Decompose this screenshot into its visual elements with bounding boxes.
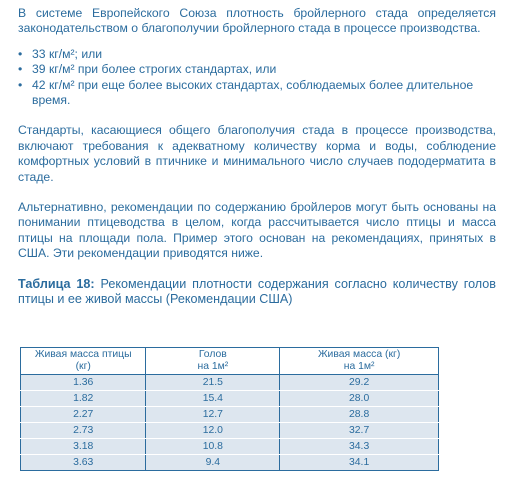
table-cell: 12.0 [146,423,280,439]
table-cell: 3.63 [21,455,146,471]
header-line: на 1м² [343,361,375,372]
bullet-icon: • [18,77,23,92]
table-cell: 34.1 [280,455,439,471]
table-row [21,439,439,455]
table-row [21,423,439,439]
table-row [21,375,439,391]
table-cell: 21.5 [146,375,280,391]
stocking-density-table [20,347,439,471]
table-cell: 2.73 [21,423,146,439]
table-cell: 1.36 [21,375,146,391]
table-cell: 9.4 [146,455,280,471]
table-cell: 32.7 [280,423,439,439]
header-line: Голов [198,349,227,360]
table-cell: 29.2 [280,375,439,391]
table-row [21,407,439,423]
list-item-text: 42 кг/м² при еще более высоких стандартах, соблюдаемых более длительное время. [32,77,474,108]
header-line: на 1м² [197,361,229,372]
table-cell: 15.4 [146,391,280,407]
header-live-weight [21,348,146,375]
list-item [18,78,496,109]
table-cell: 28.0 [280,391,439,407]
header-line: Живая масса птицы [34,349,132,360]
table-caption [18,277,496,308]
header-line: Живая масса (кг) [317,349,401,360]
list-item [18,47,496,62]
bullet-icon: • [18,62,23,77]
table-cell: 10.8 [146,439,280,455]
density-list [18,47,496,109]
table-cell: 12.7 [146,407,280,423]
table-cell: 2.27 [21,407,146,423]
header-weight-per-m2 [280,348,439,375]
document-body [18,6,496,308]
list-item [18,62,496,77]
standards-paragraph: Стандарты, касающиеся общего благополучия стада в процессе производства, включают требования к адекватному количеству корма и воды, соблюдение комфортных условий в птичнике и минимального число случаев пододерматита в стаде. [18,123,496,184]
alternative-paragraph: Альтернативно, рекомендации по содержанию бройлеров могут быть основаны на понимании птицеводства в целом, когда рассчитывается число птицы и масса птицы на площади пола. Пример этого основан на рекомендациях, принятых в США. Эти рекомендации приводятся ниже. [18,200,496,261]
table-cell: 34.3 [280,439,439,455]
table-cell: 28.8 [280,407,439,423]
table-header-row [21,348,439,375]
table-cell: 3.18 [21,439,146,455]
table-row [21,455,439,471]
bullet-icon: • [18,46,23,61]
header-heads-per-m2 [146,348,280,375]
header-line: (кг) [75,361,91,372]
list-item-text: 39 кг/м² при более строгих стандартах, или [32,62,277,77]
table-cell: 1.82 [21,391,146,407]
intro-paragraph: В системе Европейского Союза плотность бройлерного стада определяется законодательством о благополучии бройлерного стада в процессе производства. [18,6,496,36]
table-row [21,391,439,407]
table-caption-label: Таблица 18: [18,276,95,291]
list-item-text: 33 кг/м²; или [32,46,103,61]
table-caption-text: Рекомендации плотности содержания согласно количеству голов птицы и ее живой массы (Рекомендации США) [18,276,496,307]
